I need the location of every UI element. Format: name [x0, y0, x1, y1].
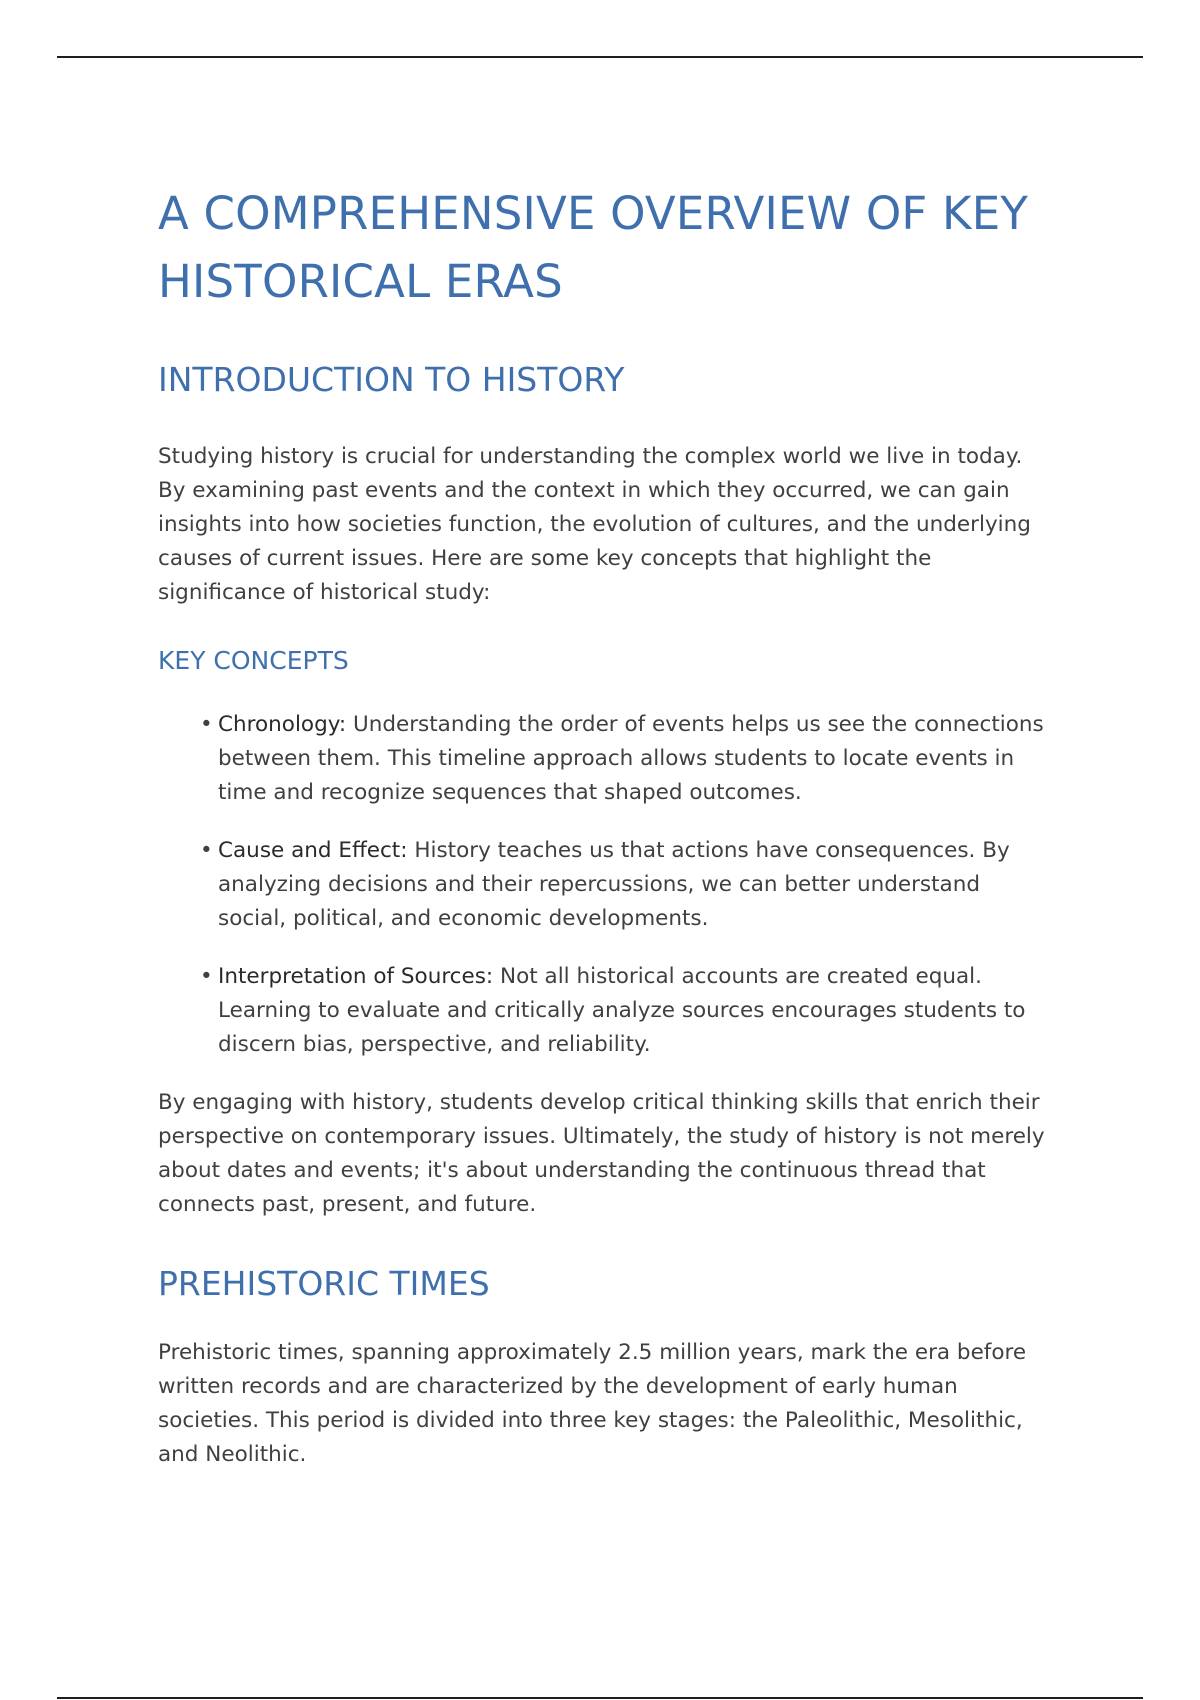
top-rule [57, 56, 1143, 58]
bullet-icon: • [200, 838, 213, 863]
concept-text: Not all historical accounts are created equal. Learning to evaluate and critically analyze sources encourages students to discern bias, perspective, and reliability. [218, 964, 1026, 1057]
section-introduction [158, 358, 1048, 1222]
key-concepts-list [158, 708, 1048, 1062]
concept-text: Understanding the order of events helps us see the connections between them. This timeline approach allows students to locate events in time and recognize sequences that shaped outcomes. [218, 712, 1044, 805]
concept-term: Interpretation of Sources: [218, 964, 494, 989]
intro-paragraph-2: By engaging with history, students develop critical thinking skills that enrich their perspective on contemporary issues. Ultimately, the study of history is not merely about dates and events; it's about understanding the continuous thread that connects past, present, and future. [158, 1090, 1045, 1217]
sub-heading-key-concepts: KEY CONCEPTS [158, 646, 349, 675]
prehistoric-paragraph-1: Prehistoric times, spanning approximately 2.5 million years, mark the era before written records and are characterized by the development of early human societies. This period is divided into three key stages: the Paleolithic, Mesolithic, and Neolithic. [158, 1340, 1027, 1467]
bullet-icon: • [200, 712, 213, 737]
concept-term: Cause and Effect: [218, 838, 408, 863]
list-item [200, 960, 1048, 1062]
list-item [200, 708, 1048, 810]
document-body [158, 180, 1048, 1472]
bullet-icon: • [200, 964, 213, 989]
section-prehistoric [158, 1262, 1048, 1472]
bottom-rule [57, 1697, 1143, 1699]
list-item [200, 834, 1048, 936]
section-heading-prehistoric: PREHISTORIC TIMES [158, 1264, 490, 1303]
intro-paragraph-1: Studying history is crucial for understanding the complex world we live in today. By examining past events and the context in which they occurred, we can gain insights into how societies function, the evolution of cultures, and the underlying causes of current issues. Here are some key concepts that highlight the significance of historical study: [158, 444, 1031, 605]
concept-term: Chronology: [218, 712, 347, 737]
document-title: A COMPREHENSIVE OVERVIEW OF KEY HISTORICAL ERAS [158, 187, 1029, 308]
section-heading-introduction: INTRODUCTION TO HISTORY [158, 360, 625, 399]
concept-text: History teaches us that actions have consequences. By analyzing decisions and their repercussions, we can better understand social, political, and economic developments. [218, 838, 1010, 931]
